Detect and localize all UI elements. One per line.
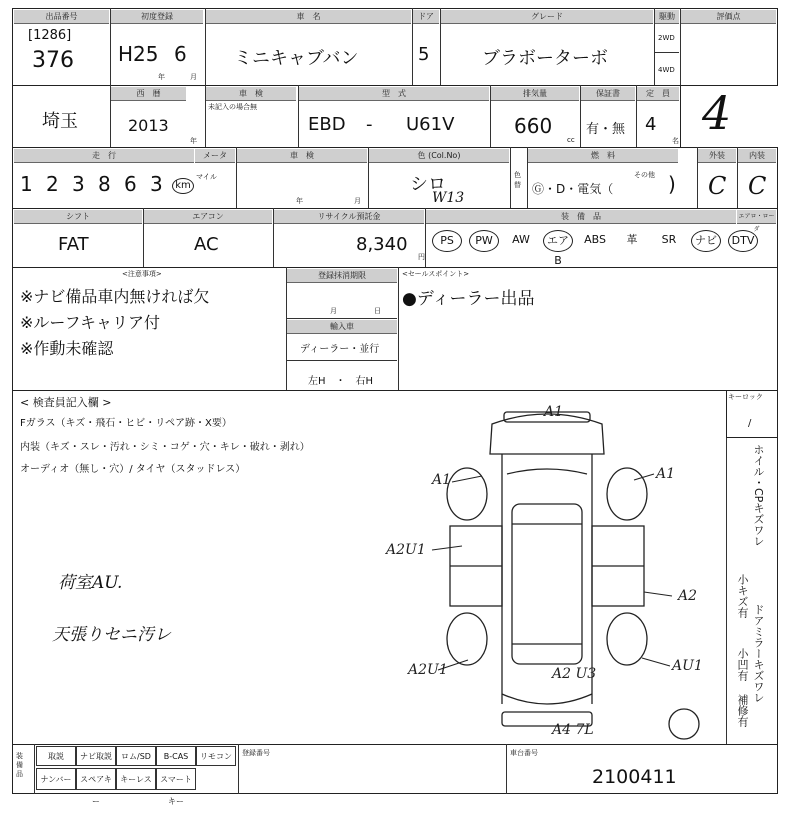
- type-prefix: EBD: [308, 114, 346, 135]
- grade-value: ブラボーターボ: [482, 48, 608, 69]
- km-unit: km: [172, 178, 194, 194]
- mark-left-mid: A2U1: [386, 542, 426, 558]
- legend-small-scratch: 小キズ有: [736, 574, 749, 618]
- equipment-item: ABS: [584, 233, 606, 246]
- option-cell: リモコン: [196, 746, 236, 766]
- type-code: U61V: [406, 114, 455, 135]
- equipment-item: SR: [661, 233, 677, 246]
- mileage-digit: 2: [46, 172, 59, 196]
- auction-sheet: 出品番号 [1286] 376 初度登録 H25 6 年 月 車 名 ミニキャブバン ドア 5 グレード ブラボーターボ 駆動 2WD 4WD 評価点 4 埼玉 西 暦 2013 年 車 検 未記入の場合無 型 式 EBD - U61V 排気量 660 cc 保証書 有・無 定 員 4 名 走 行 メータ 1 2 3 8 6 3 km マイル 車 検 年 月 色 (Col.No) シロ W13 色替 燃 料 Ⓖ・D・電気（ その他 ) 外装 C 内装 C シフト FAT エアコン AC リサイクル預託金 8,340 円 装 備 品 エアロ・ローダ PS PW AW エアB ABS 革 SR ナビ DTV <注意事項> ※ナビ備品車内無ければ欠 ※ルーフキャリア付 ※作動未確認 登録抹消期限 月 日 輸入車 ディーラー・並行 左H ・ 右H <セールスポイント> ●ディーラー出品 < 検査員記入欄 > Fガラス（キズ・飛石・ヒビ・リペア跡・X要） 内装（キズ・スレ・汚れ・シミ・コゲ・穴・キレ・破れ・剥れ） オーディオ（無し・穴）/ タイヤ（スタッドレス） 荷室AU. 天張りセニ汚レ キーロック / ホイル・CPキズワレ 小キズ有 小凹有 補修有 ドアミラーキズワレ A1 A1 A1 A2U1 A2 A2U1 AU1 A2 U3 A4 7L 装備品 取説 ナビ取説 ロム/SD B-CAS リモコン ナンバー スペアキー キーレス スマートキー 登録番号 車台番号 2100411: [12, 8, 778, 794]
- mark-rear-bottom: A4 7L: [552, 722, 594, 738]
- reg-month: 6: [174, 42, 187, 66]
- mileage-digit: 8: [98, 172, 111, 196]
- score-header: 評価点: [681, 10, 776, 24]
- model-header: 車 名: [206, 10, 411, 24]
- warranty: 有・無: [586, 122, 626, 137]
- option-cell: スマートキー: [156, 768, 196, 790]
- legend-small-dent: 小凹有: [736, 648, 749, 681]
- equipment-item: ナビ: [691, 230, 721, 252]
- drive-4wd: 4WD: [658, 66, 675, 74]
- mileage-digit: 1: [20, 172, 33, 196]
- options-header: 装備品: [16, 752, 23, 778]
- air-conditioning: AC: [194, 234, 219, 255]
- drive-header: 駆動: [655, 10, 679, 24]
- legend-repair: 補修有: [736, 694, 749, 727]
- car-damage-diagram: [372, 394, 722, 744]
- option-cell: B-CAS: [156, 746, 196, 766]
- mark-right-front: A1: [656, 466, 676, 482]
- inspection-header: < 検査員記入欄 >: [20, 396, 112, 409]
- option-cell: 取説: [36, 746, 76, 766]
- interior-line: 内装（キズ・スレ・汚れ・シミ・コゲ・穴・キレ・破れ・剥れ）: [20, 442, 310, 453]
- mark-right-rear: AU1: [672, 658, 703, 674]
- legend-mirror: ドアミラーキズワレ: [752, 604, 765, 703]
- interior-grade: C: [748, 172, 767, 200]
- color: シロ: [410, 174, 446, 195]
- hand-note-cargo: 荷室AU.: [58, 573, 123, 593]
- drive-2wd: 2WD: [658, 34, 675, 42]
- fuel: Ⓖ・D・電気（: [532, 182, 614, 196]
- audio-tire-line: オーディオ（無し・穴）/ タイヤ（スタッドレス）: [20, 464, 246, 475]
- mark-rear: A2 U3: [552, 666, 597, 682]
- color-code: W13: [432, 190, 465, 206]
- mark-right-mid: A2: [678, 588, 698, 604]
- lot-number: 376: [32, 48, 74, 73]
- mark-left-rear: A2U1: [408, 662, 448, 678]
- registration-header: 初度登録: [111, 10, 203, 24]
- displacement: 660: [514, 114, 553, 138]
- equipment-item: AW: [512, 233, 530, 246]
- exterior-grade: C: [708, 172, 727, 200]
- equipment-item: PW: [469, 230, 499, 252]
- option-cell: スペアキー: [76, 768, 116, 790]
- note-line-2: ※ルーフキャリア付: [20, 313, 160, 332]
- score-value: 4: [702, 86, 732, 140]
- shift: FAT: [58, 234, 89, 255]
- doors-header: ドア: [413, 10, 439, 24]
- note-line-1: ※ナビ備品車内無ければ欠: [20, 287, 210, 306]
- legend-wheel-cp: ホイル・CPキズワレ: [752, 444, 765, 547]
- handle-side: 左H ・ 右H: [308, 376, 374, 387]
- mileage-digit: 3: [72, 172, 85, 196]
- equipment-item: エアB: [543, 230, 573, 252]
- lot-bracket: [1286]: [28, 28, 72, 43]
- equipment-item: DTV: [728, 230, 758, 252]
- mileage-digit: 6: [124, 172, 137, 196]
- import-type: ディーラー・並行: [300, 344, 380, 355]
- inspect-note: 未記入の場合無: [208, 103, 257, 111]
- note-line-3: ※作動未確認: [20, 339, 114, 358]
- model-name: ミニキャブバン: [234, 48, 359, 69]
- windshield-line: Fガラス（キズ・飛石・ヒビ・リペア跡・X要）: [20, 418, 232, 429]
- lot-header: 出品番号: [14, 10, 109, 24]
- option-cell: ナンバー: [36, 768, 76, 790]
- mark-front: A1: [544, 404, 564, 420]
- equipment-item: PS: [432, 230, 462, 252]
- grade-header: グレード: [441, 10, 653, 24]
- mileage-digit: 3: [150, 172, 163, 196]
- seats: 4: [645, 114, 657, 135]
- option-cell: ロム/SD: [116, 746, 156, 766]
- mark-left-front: A1: [432, 472, 452, 488]
- option-cell: キーレス: [116, 768, 156, 790]
- recycle-fee: 8,340: [356, 234, 408, 255]
- prefecture: 埼玉: [42, 111, 78, 132]
- era-year: H25: [118, 42, 159, 66]
- equipment-item: 革: [626, 233, 638, 246]
- chassis-number: 2100411: [592, 766, 677, 788]
- hand-note-headliner: 天張りセニ汚レ: [52, 625, 171, 645]
- doors-value: 5: [418, 44, 430, 65]
- model-year: 2013: [128, 116, 169, 135]
- sales-point: ●ディーラー出品: [402, 289, 535, 309]
- option-cell: ナビ取説: [76, 746, 116, 766]
